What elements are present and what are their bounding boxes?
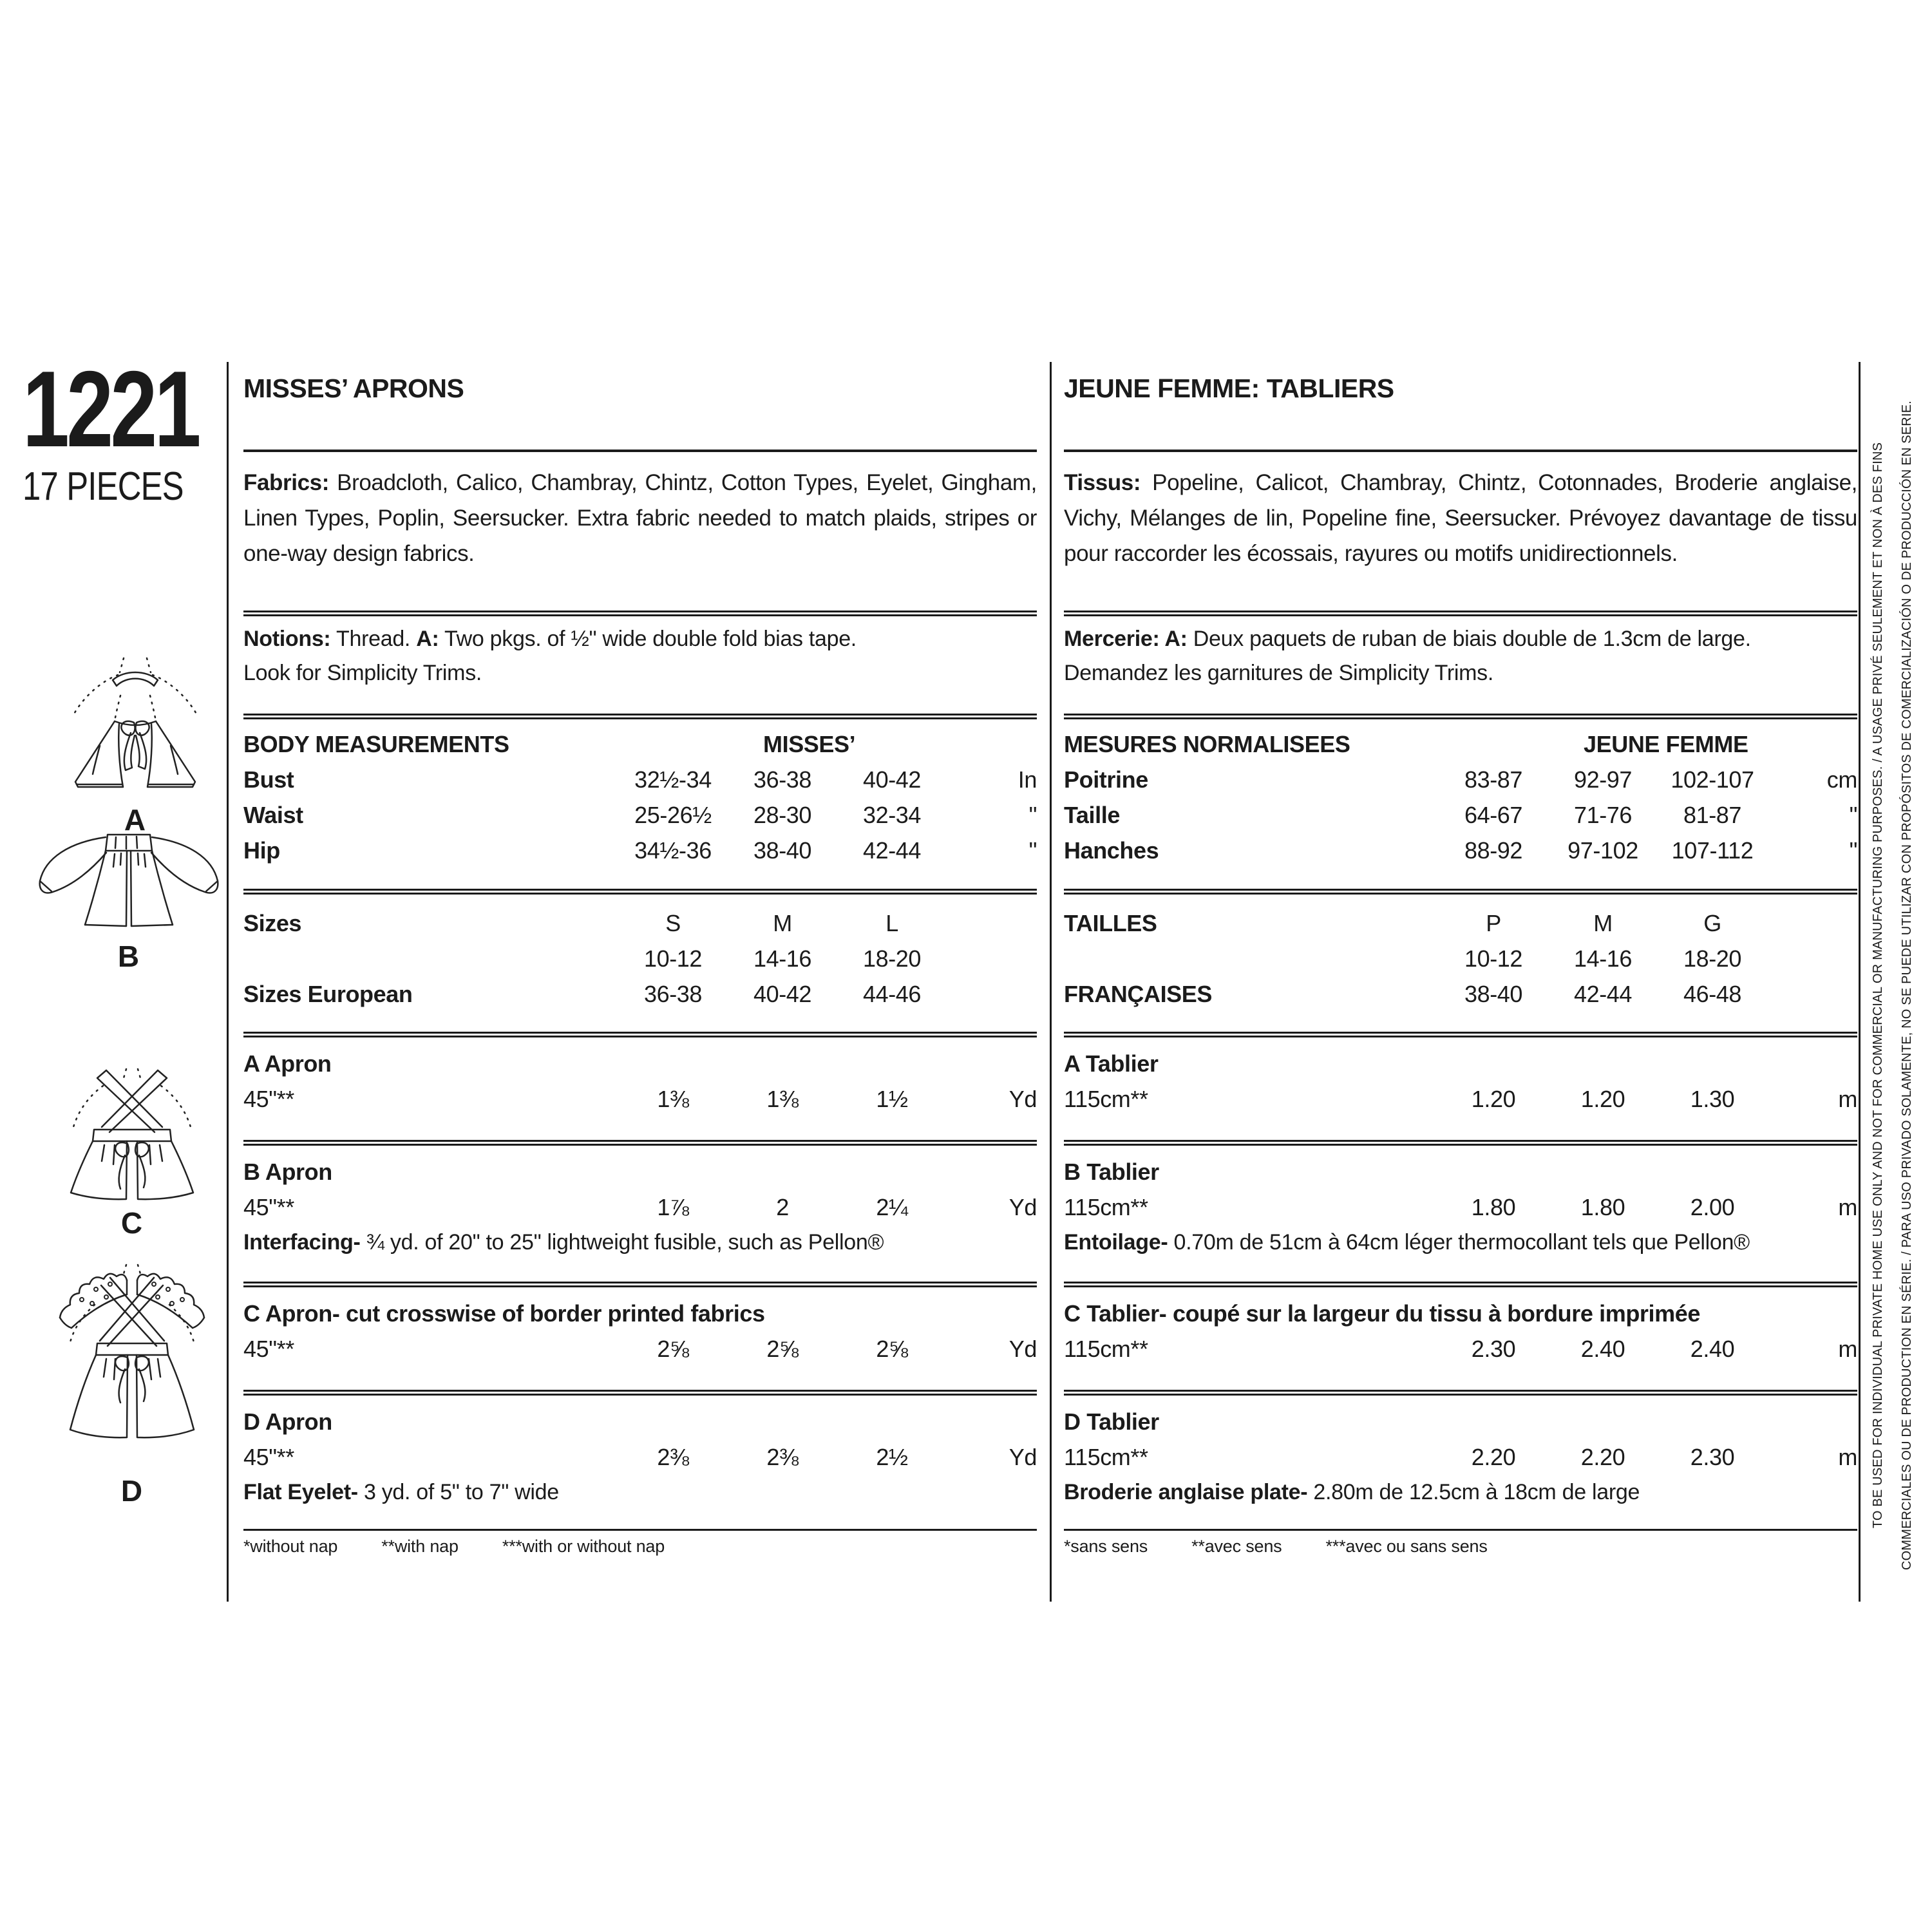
table-row [1064,797,1857,833]
row-label: 45"** [243,1444,294,1470]
cell: 64-67 [1464,802,1523,828]
notions-text: Thread. [330,627,417,651]
row-label: 45"** [243,1194,294,1220]
table-row [1064,833,1857,868]
row-label: Bust [243,766,294,793]
footnote: ***with or without nap [502,1537,665,1556]
row-label: 45"** [243,1086,294,1112]
cell: 14-16 [1573,945,1633,972]
cell: 1⅞ [657,1194,689,1220]
fabrics-paragraph-en [243,465,1037,571]
row-label: Sizes [243,910,302,936]
cell: 2⅝ [766,1336,799,1362]
cell: 1.80 [1580,1194,1625,1220]
section-divider [1064,1282,1857,1287]
footnote: **with nap [381,1537,459,1556]
row-label: 115cm** [1064,1086,1148,1112]
cell: 2 [776,1194,789,1220]
apron-a-label: A [124,803,147,837]
apron-c-label: C [120,1206,144,1240]
table-row [243,941,1037,976]
row-label: 115cm** [1064,1194,1148,1220]
note-text: 0.70m de 51cm à 64cm léger thermocollant tels que Pellon® [1168,1230,1750,1255]
apron-a-illustration [48,656,222,804]
table-row [1064,762,1857,797]
fabrics-label: Fabrics: [243,470,329,495]
yardage-row [1064,1081,1857,1117]
cell: L [886,910,898,936]
cell: 40-42 [862,766,922,793]
section-divider [243,1032,1037,1037]
column-divider [1859,362,1861,1602]
section-divider [243,1390,1037,1396]
pattern-header [23,348,248,510]
view-note [243,1475,1037,1510]
apron-b-illustration [32,829,225,939]
cell: 40-42 [753,981,812,1007]
cell: 42-44 [1573,981,1633,1007]
table-group-header: MISSES’ [763,731,856,757]
table-row [1064,905,1857,941]
section-divider [243,714,1037,719]
cell: 32½-34 [634,766,712,793]
cell: 2.20 [1471,1444,1516,1470]
cell: 36-38 [643,981,703,1007]
table-header-row [243,726,1037,762]
note-text: ¾ yd. of 20" to 25" lightweight fusible, such as Pellon® [360,1230,884,1255]
table-row [1064,941,1857,976]
cell: 2⅝ [657,1336,689,1362]
yardage-row [243,1189,1037,1225]
footnote-divider [1064,1529,1857,1531]
cell: 2.30 [1471,1336,1516,1362]
cell: 28-30 [753,802,812,828]
cell: 1.20 [1580,1086,1625,1112]
cell: 36-38 [753,766,812,793]
view-c-section-en [243,1296,1037,1367]
cell: 97-102 [1567,837,1638,864]
view-c-section-fr [1064,1296,1857,1367]
fabrics-label: Tissus: [1064,470,1141,495]
notions-line2: Demandez les garnitures de Simplicity Trims. [1064,661,1494,685]
view-title: C Apron- cut crosswise of border printed fabrics [243,1300,765,1327]
row-label: Poitrine [1064,766,1148,793]
row-label: Hanches [1064,837,1159,864]
row-label: 115cm** [1064,1444,1148,1470]
view-title: D Tablier [1064,1408,1159,1435]
unit-cell: In [1018,766,1037,793]
table-row [243,976,1037,1012]
page-title-en: MISSES’ APRONS [243,374,464,403]
cell: P [1486,910,1501,936]
cell: 2.20 [1580,1444,1625,1470]
body-measurements-table-fr [1064,726,1857,868]
footnotes-fr [1064,1537,1857,1557]
page-title-fr: JEUNE FEMME: TABLIERS [1064,374,1394,403]
table-row [1064,976,1857,1012]
unit-cell: " [1028,837,1037,864]
view-title: A Tablier [1064,1050,1159,1077]
section-divider [1064,611,1857,616]
cell: 2¼ [876,1194,908,1220]
view-title: B Tablier [1064,1159,1159,1185]
unit-cell: " [1849,802,1857,828]
legal-disclaimer [1864,367,1923,1604]
cell: 2.40 [1690,1336,1735,1362]
section-divider [243,1140,1037,1146]
cell: 18-20 [862,945,922,972]
fabrics-text: Broadcloth, Calico, Chambray, Chintz, Cotton Types, Eyelet, Gingham, Linen Types, Poplin, Seersucker. Extra fabric needed to match plaids, stripes or one-way design fabrics. [243,470,1037,566]
sizes-table-fr [1064,905,1857,1012]
cell: 1½ [876,1086,908,1112]
note-text: 2.80m de 12.5cm à 18cm de large [1307,1480,1640,1504]
table-row [243,797,1037,833]
cell: 14-16 [753,945,812,972]
notions-view-label: A: [416,627,439,651]
notions-block-fr [1064,622,1857,690]
cell: 25-26½ [634,802,712,828]
note-text: 3 yd. of 5" to 7" wide [357,1480,559,1504]
apron-b-label: B [117,940,140,973]
apron-d-illustration [42,1264,222,1463]
pattern-number: 1221 [23,348,198,469]
cell: S [665,910,681,936]
yardage-row [243,1331,1037,1367]
cell: G [1703,910,1721,936]
row-label: Waist [243,802,303,828]
apron-c-illustration [45,1068,219,1203]
cell: 88-92 [1464,837,1523,864]
yardage-row [1064,1439,1857,1475]
row-label: TAILLES [1064,910,1157,936]
cell: 102-107 [1671,766,1754,793]
unit-cell: m [1838,1444,1857,1470]
view-title: C Tablier- coupé sur la largeur du tissu à bordure imprimée [1064,1300,1700,1327]
table-row [243,833,1037,868]
row-label: FRANÇAISES [1064,981,1213,1007]
section-divider [1064,1140,1857,1146]
row-label: 45"** [243,1336,294,1362]
section-divider [243,611,1037,616]
footnotes-en [243,1537,1037,1557]
unit-cell: cm [1826,766,1857,793]
table-header: BODY MEASUREMENTS [243,731,509,757]
cell: 32-34 [862,802,922,828]
cell: 92-97 [1573,766,1633,793]
cell: 18-20 [1683,945,1742,972]
cell: 1.30 [1690,1086,1735,1112]
table-header: MESURES NORMALISEES [1064,731,1350,757]
cell: 2⅜ [657,1444,689,1470]
table-group-header: JEUNE FEMME [1584,731,1748,757]
cell: 2.30 [1690,1444,1735,1470]
table-header-row [1064,726,1857,762]
cell: 83-87 [1464,766,1523,793]
notions-text-2: Deux paquets de ruban de biais double de 1.3cm de large. [1187,627,1751,651]
footnote: ***avec ou sans sens [1325,1537,1488,1556]
cell: 46-48 [1683,981,1742,1007]
cell: 2.40 [1580,1336,1625,1362]
view-a-section-en [243,1046,1037,1117]
note-label: Entoilage- [1064,1230,1168,1255]
view-note [1064,1225,1857,1260]
yardage-row [243,1081,1037,1117]
notions-text-2: Two pkgs. of ½" wide double fold bias tape. [439,627,857,651]
fabrics-text: Popeline, Calicot, Chambray, Chintz, Cotonnades, Broderie anglaise, Vichy, Mélanges de lin, Popeline fine, Seersucker. Prévoyez davantage de tissu pour raccorder les écossais, rayures ou motifs unidirectionnels. [1064,470,1857,566]
unit-cell: " [1028,802,1037,828]
row-label: Hip [243,837,280,864]
cell: 38-40 [1464,981,1523,1007]
cell: 2⅝ [876,1336,908,1362]
cell: 42-44 [862,837,922,864]
row-label: Sizes European [243,981,413,1007]
note-label: Interfacing- [243,1230,361,1255]
disclaimer-line-1: TO BE USED FOR INDIVIDUAL PRIVATE HOME USE ONLY AND NOT FOR COMMERCIAL OR MANUFACTURING PURPOSES. / A USAGE PRIVÉ SEULEMENT ET NON À DES FINS [1871,442,1885,1529]
unit-cell: m [1838,1086,1857,1112]
unit-cell: Yd [1009,1194,1037,1220]
yardage-row [1064,1189,1857,1225]
cell: 10-12 [643,945,703,972]
notions-label: Notions: [243,627,331,651]
row-label: Taille [1064,802,1120,828]
cell: 2.00 [1690,1194,1735,1220]
view-note [1064,1475,1857,1510]
view-title: D Apron [243,1408,332,1435]
cell: 81-87 [1683,802,1742,828]
notions-line1 [243,622,1037,656]
notions-label: Mercerie: A: [1064,627,1188,651]
unit-cell: m [1838,1194,1857,1220]
unit-cell: " [1849,837,1857,864]
table-row [243,762,1037,797]
cell: 1⅜ [766,1086,799,1112]
footnote: *without nap [243,1537,338,1556]
notions-block-en [243,622,1037,690]
view-b-section-en [243,1154,1037,1260]
note-label: Flat Eyelet- [243,1480,358,1504]
disclaimer-line-2: COMMERCIALES OU DE PRODUCTION EN SÉRIE. / PARA USO PRIVADO SOLAMENTE, NO SE PUEDE UTILIZAR CON PROPÓSITOS DE COMERCIALIZACIÓN O DE PRODUCCIÓN EN SERIE. [1900,400,1914,1571]
footnote: *sans sens [1064,1537,1148,1556]
section-divider [1064,714,1857,719]
view-title: B Apron [243,1159,332,1185]
notions-line2: Look for Simplicity Trims. [243,661,482,685]
yardage-row [1064,1331,1857,1367]
cell: 1.80 [1471,1194,1516,1220]
apron-d-label: D [120,1474,144,1508]
section-divider [243,450,1037,452]
cell: M [773,910,792,936]
unit-cell: Yd [1009,1444,1037,1470]
cell: 34½-36 [634,837,712,864]
section-divider [1064,450,1857,452]
yardage-row [243,1439,1037,1475]
view-b-section-fr [1064,1154,1857,1260]
view-d-section-fr [1064,1404,1857,1510]
cell: 107-112 [1671,837,1754,864]
cell: 1.20 [1471,1086,1516,1112]
cell: 2½ [876,1444,908,1470]
cell: 2⅜ [766,1444,799,1470]
column-divider [1050,362,1052,1602]
cell: 10-12 [1464,945,1523,972]
unit-cell: m [1838,1336,1857,1362]
pattern-pieces-count: 17 PIECES [23,464,184,509]
row-label: 115cm** [1064,1336,1148,1362]
section-divider [1064,1390,1857,1396]
english-column [243,362,1037,1611]
unit-cell: Yd [1009,1336,1037,1362]
fabrics-paragraph-fr [1064,465,1857,571]
column-divider [227,362,229,1602]
footnote-divider [243,1529,1037,1531]
cell: 44-46 [862,981,922,1007]
sizes-table-en [243,905,1037,1012]
cell: M [1593,910,1613,936]
cell: 1⅜ [657,1086,689,1112]
french-column [1064,362,1857,1611]
unit-cell: Yd [1009,1086,1037,1112]
cell: 38-40 [753,837,812,864]
section-divider [1064,1032,1857,1037]
table-row [243,905,1037,941]
view-d-section-en [243,1404,1037,1510]
section-divider [243,1282,1037,1287]
view-title: A Apron [243,1050,332,1077]
cell: 71-76 [1573,802,1633,828]
notions-line1 [1064,622,1857,656]
body-measurements-table-en [243,726,1037,868]
section-divider [1064,889,1857,895]
view-a-section-fr [1064,1046,1857,1117]
view-note [243,1225,1037,1260]
section-divider [243,889,1037,895]
note-label: Broderie anglaise plate- [1064,1480,1308,1504]
footnote: **avec sens [1191,1537,1282,1556]
